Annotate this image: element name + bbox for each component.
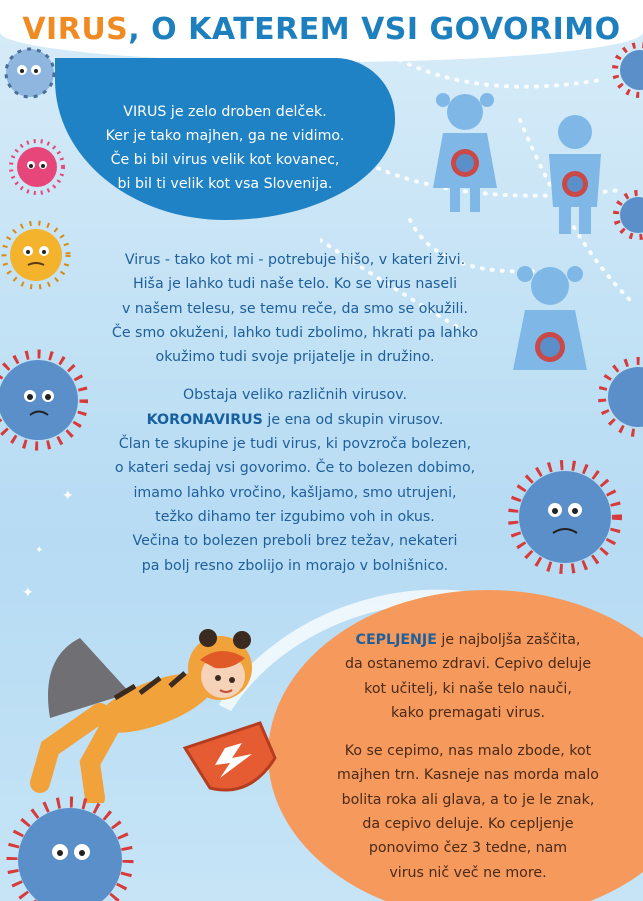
sparkle-icon: ✦: [35, 545, 44, 556]
child-silhouette-icon: [535, 112, 615, 237]
title-rest: , O KATEREM VSI GOVORIMO: [128, 12, 621, 47]
text-line: Večina to bolezen preboli brez težav, nekateri: [132, 533, 458, 550]
title-accent: VIRUS: [22, 12, 129, 47]
child-silhouette-icon: [505, 262, 595, 397]
intro-line: Če bi bil virus velik kot kovanec,: [110, 152, 340, 168]
virus-illustration: [5, 135, 70, 200]
text-line: težko dihamo ter izgubimo voh in okus.: [155, 508, 435, 525]
text-line: v našem telesu, se temu reče, da smo se okužili.: [122, 300, 468, 317]
text-line: bolita roka ali glava, a to je le znak,: [341, 791, 595, 808]
text-line: Obstaja veliko različnih virusov.: [182, 387, 407, 404]
paragraph-coronavirus: [80, 383, 510, 577]
intro-line: bi bil ti velik kot vsa Slovenija.: [117, 176, 333, 192]
virus-illustration: [610, 190, 643, 240]
intro-line: Ker je tako majhen, ga ne vidimo.: [105, 128, 345, 144]
paragraph-vaccine: [318, 628, 618, 725]
sparkle-icon: ✦: [22, 585, 34, 601]
lightning-shield-icon: [185, 723, 275, 790]
virus-illustration: [610, 40, 643, 100]
text-line: imamo lahko vročino, kašljamo, smo utrujeni,: [133, 484, 457, 501]
text-line: kako premagati virus.: [390, 704, 546, 721]
main-text: [80, 248, 510, 578]
text-line: Če smo okuženi, lahko tudi zbolimo, hkrati pa lahko: [111, 324, 479, 341]
vaccine-text: [318, 628, 618, 885]
virus-illustration: [0, 340, 88, 460]
text-line: je ena od skupin virusov.: [262, 411, 444, 428]
paragraph-vaccine-effects: [318, 739, 618, 885]
virus-illustration: [0, 38, 70, 108]
superhero-child-illustration: [20, 598, 280, 803]
text-line: da ostanemo zdravi. Cepivo deluje: [344, 656, 592, 673]
keyword-coronavirus: KORONAVIRUS: [146, 411, 263, 428]
virus-illustration: [0, 215, 78, 293]
text-line: Hiša je lahko tudi naše telo. Ko se virus naseli: [132, 276, 458, 293]
text-line: ponovimo čez 3 tedne, nam: [368, 840, 568, 857]
text-line: o kateri sedaj vsi govorimo. Če to bolezen dobimo,: [114, 460, 476, 477]
child-silhouette-icon: [425, 88, 505, 213]
virus-illustration: [505, 455, 625, 580]
text-line: Ko se cepimo, nas malo zbode, kot: [344, 743, 592, 760]
text-line: pa bolj resno zbolijo in morajo v bolnišnico.: [141, 557, 449, 574]
paragraph-virus-house: [80, 248, 510, 369]
intro-line: VIRUS je zelo droben delček.: [123, 104, 327, 120]
text-line: virus nič več ne more.: [389, 864, 547, 881]
text-line: Član te skupine je tudi virus, ki povzroča bolezen,: [118, 436, 472, 453]
text-line: je najboljša zaščita,: [436, 632, 581, 648]
text-line: Virus - tako kot mi - potrebuje hišo, v kateri živi.: [124, 252, 466, 268]
virus-illustration: [0, 788, 140, 901]
sparkle-icon: ✦: [62, 488, 74, 504]
text-line: majhen trn. Kasneje nas morda malo: [337, 767, 599, 784]
intro-text: [80, 100, 370, 196]
text-line: da cepivo deluje. Ko cepljenje: [362, 816, 574, 833]
text-line: kot učitelj, ki naše telo nauči,: [364, 680, 572, 697]
text-line: okužimo tudi svoje prijatelje in družino.: [155, 349, 435, 366]
keyword-vaccination: CEPLJENJE: [355, 632, 437, 648]
virus-illustration: [598, 355, 643, 440]
